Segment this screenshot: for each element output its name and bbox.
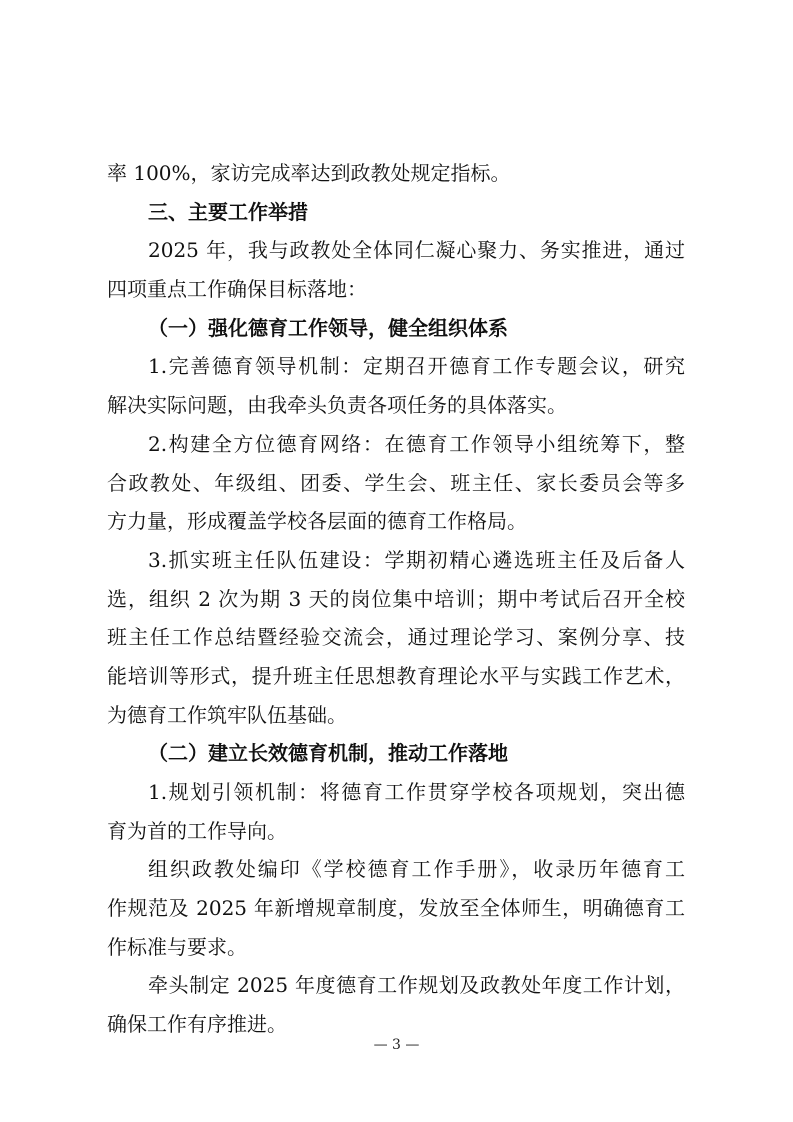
- paragraph-line: 四项重点工作确保目标落地：: [107, 277, 367, 302]
- paragraph-line: 作规范及 2025 年新增规章制度，发放至全体师生，明确德育工: [107, 896, 685, 921]
- paragraph-line: 2025 年，我与政教处全体同仁凝心聚力、务实推进，通过: [148, 238, 685, 263]
- text-line: 率 100%，家访完成率达到政教处规定指标。: [107, 161, 511, 185]
- paragraph-line: 育为首的工作导向。: [107, 818, 287, 843]
- subsection-heading: （二）建立长效德育机制，推动工作落地: [148, 741, 508, 766]
- paragraph-line: 确保工作有序推进。: [107, 1012, 287, 1037]
- paragraph-line: 合政教处、年级组、团委、学生会、班主任、家长委员会等多: [107, 470, 685, 495]
- paragraph-line: 组织政教处编印《学校德育工作手册》，收录历年德育工: [148, 857, 685, 882]
- paragraph-line: 方力量，形成覆盖学校各层面的德育工作格局。: [107, 509, 527, 534]
- page-number: — 3 —: [373, 1037, 420, 1053]
- paragraph-line: 能培训等形式，提升班主任思想教育理论水平与实践工作艺术，: [107, 663, 685, 688]
- body-text: [107, 154, 685, 1044]
- paragraph-line: 选，组织 2 次为期 3 天的岗位集中培训；期中考试后召开全校: [107, 586, 685, 611]
- section-heading: 三、主要工作举措: [148, 199, 308, 224]
- paragraph-line: 1.完善德育领导机制：定期召开德育工作专题会议，研究: [148, 354, 685, 379]
- paragraph-line: 3.抓实班主任队伍建设：学期初精心遴选班主任及后备人: [148, 547, 685, 572]
- paragraph-line: 牵头制定 2025 年度德育工作规划及政教处年度工作计划，: [148, 973, 685, 998]
- paragraph-line: 1.规划引领机制：将德育工作贯穿学校各项规划，突出德: [148, 780, 685, 804]
- paragraph-line: 班主任工作总结暨经验交流会，通过理论学习、案例分享、技: [107, 625, 685, 650]
- subsection-heading: （一）强化德育工作领导，健全组织体系: [148, 315, 508, 340]
- paragraph-line: 2.构建全方位德育网络：在德育工作领导小组统筹下，整: [148, 431, 685, 456]
- paragraph-line: 作标准与要求。: [107, 934, 247, 959]
- paragraph-line: 解决实际问题，由我牵头负责各项任务的具体落实。: [107, 393, 567, 418]
- paragraph-line: 为德育工作筑牢队伍基础。: [107, 702, 347, 727]
